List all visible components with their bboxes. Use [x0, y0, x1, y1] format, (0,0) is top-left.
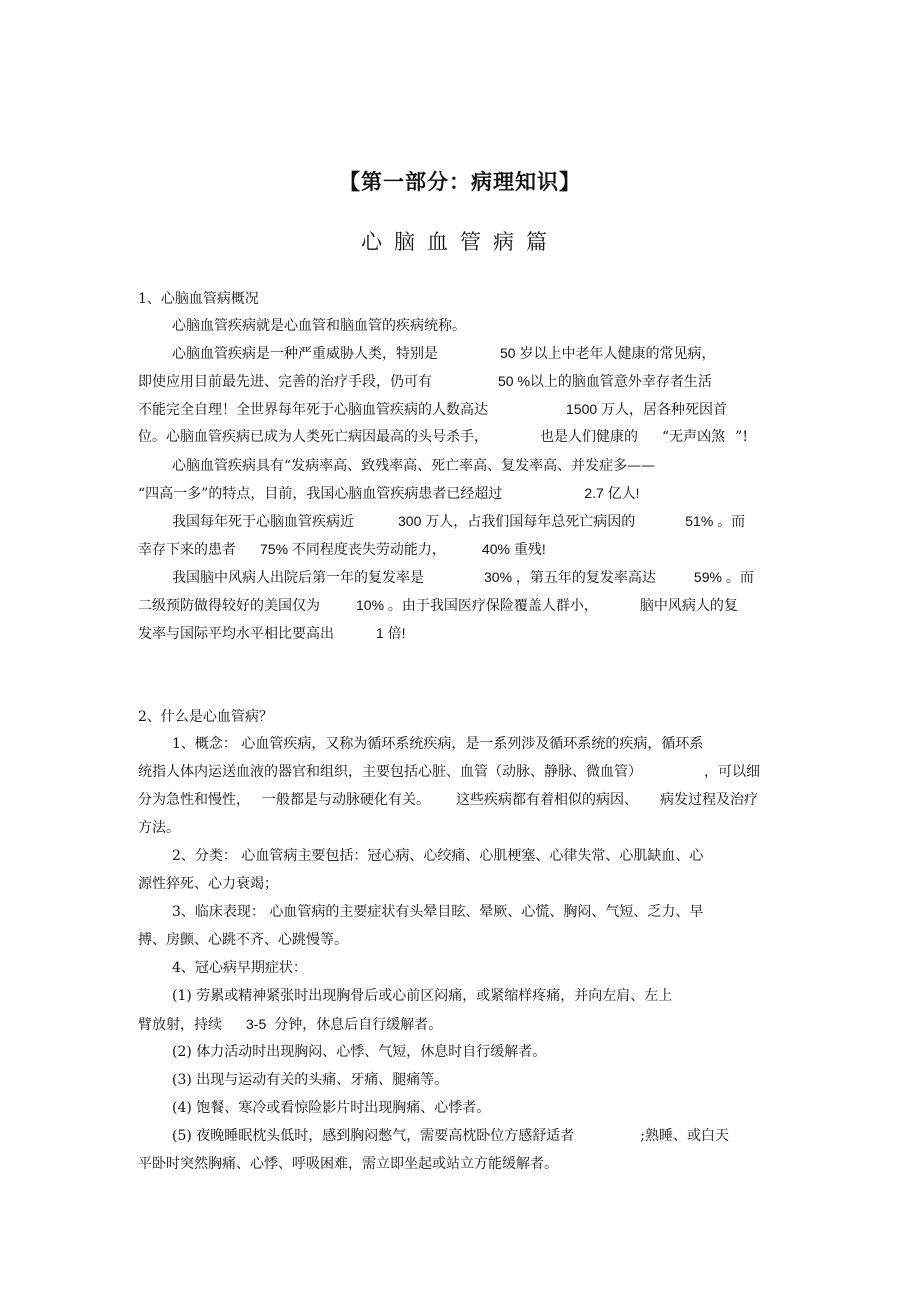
- text-run: 发率与国际平均水平相比要高出: [138, 626, 334, 642]
- text-run: ，可以细: [704, 764, 760, 780]
- section-1-p2-line-2: [138, 370, 712, 392]
- section-1-heading: 1、心脑血管病概况: [138, 291, 259, 307]
- text-run: 1500 万人，居各种死因首: [566, 401, 728, 417]
- symptom-1-line-1: (1) 劳累或精神紧张时出现胸骨后或心前区闷痛，或紧缩样疼痛，并向左肩、左上: [172, 988, 673, 1004]
- symptom-2: (2) 体力活动时出现胸闷、心悸、气短，休息时自行缓解者。: [172, 1044, 547, 1060]
- symptom-5-line-2: 平卧时突然胸痛、心悸、呼吸困难，需立即坐起或站立方能缓解者。: [138, 1156, 558, 1172]
- section-1-p2-line-1: [172, 342, 715, 364]
- text-run: 这些疾病都有着相似的病因、: [456, 792, 638, 808]
- section-1-p4-line-2: [138, 538, 546, 560]
- section-1-p3-line-2: [138, 482, 640, 504]
- early-symptoms-heading: 4、冠心病早期症状：: [172, 960, 307, 976]
- text-run: “无声凶煞: [662, 429, 726, 445]
- text-run: 59% 。而: [693, 569, 754, 585]
- concept-line-3: [138, 789, 758, 811]
- text-run: 位。心脑血管疾病已成为人类死亡病因最高的头号杀手，: [138, 429, 488, 445]
- classification-line-2: 源性猝死、心力衰竭；: [138, 876, 278, 892]
- text-run: 病发过程及治疗: [660, 792, 758, 808]
- section-1-p5-line-3: [138, 622, 406, 644]
- symptom-5-line-1: [172, 1125, 729, 1147]
- text-run: 分为急性和慢性，: [138, 792, 250, 808]
- section-1-paragraph-1: 心脑血管疾病就是心血管和脑血管的疾病统称。: [172, 318, 466, 334]
- page-subtitle: 心脑血管病篇: [361, 230, 559, 254]
- text-run: 二级预防做得较好的美国仅为: [138, 598, 320, 614]
- text-run: 10% 。由于我国医疗保险覆盖人群小，: [356, 597, 598, 613]
- text-run: 脑中风病人的复: [639, 598, 738, 614]
- section-1-p2-line-3: [138, 398, 727, 420]
- text-run: 即使应用目前最先进、完善的治疗手段，仍可有: [138, 374, 432, 390]
- text-run: 统指人体内运送血液的器官和组织，主要包括心脏、血管（动脉、静脉、微血管）: [138, 764, 642, 780]
- classification-line-1: 2、分类： 心血管病主要包括：冠心病、心绞痛、心肌梗塞、心律失常、心肌缺血、心: [172, 848, 704, 864]
- symptom-4: (4) 饱餐、寒冷或看惊险影片时出现胸痛、心悸者。: [172, 1100, 491, 1116]
- text-run: ”!: [735, 429, 748, 445]
- text-run: 3-5: [246, 1016, 267, 1032]
- concept-line-2: [138, 761, 760, 783]
- symptom-3: (3) 出现与运动有关的头痛、牙痛、腿痛等。: [172, 1072, 449, 1088]
- text-run: 我国脑中风病人出院后第一年的复发率是: [172, 570, 424, 586]
- text-run: 不能完全自理！全世界每年死于心脑血管疾病的人数高达: [138, 402, 488, 418]
- section-1-p3-line-1: 心脑血管疾病具有“发病率高、致残率高、死亡率高、复发率高、并发症多——: [172, 458, 656, 474]
- clinical-line-1: 3、临床表现： 心血管病的主要症状有头晕目眩、晕厥、心慌、胸闷、气短、乏力、早: [172, 904, 704, 920]
- concept-line-1: 1、概念： 心血管疾病，又称为循环系统疾病，是一系列涉及循环系统的疾病，循环系: [172, 736, 704, 752]
- text-run: 50 %以上的脑血管意外幸存者生活: [498, 373, 712, 389]
- symptom-1-line-2: [138, 1013, 442, 1035]
- section-1-p5-line-1: [172, 566, 754, 588]
- text-run: 也是人们健康的: [540, 429, 638, 445]
- text-run: 臂放射，持续: [138, 1017, 222, 1033]
- text-run: (5) 夜晚睡眠枕头低时，感到胸闷憋气，需要高枕卧位方感舒适者: [172, 1128, 575, 1144]
- text-run: ;熟睡、或白天: [640, 1128, 729, 1144]
- text-run: 30% ，第五年的复发率高达: [484, 569, 656, 585]
- text-run: 51% 。而: [685, 513, 746, 529]
- clinical-line-2: 搏、房颤、心跳不齐、心跳慢等。: [138, 932, 348, 948]
- page-title: 【第一部分：病理知识】: [339, 170, 581, 194]
- text-run: 我国每年死于心脑血管疾病近: [172, 514, 354, 530]
- text-run: 一般都是与动脉硬化有关。: [262, 792, 430, 808]
- text-run: 幸存下来的患者: [138, 542, 236, 558]
- text-run: “四高一多”的特点，目前，我国心脑血管疾病患者已经超过: [138, 486, 503, 502]
- text-run: 1 倍!: [376, 625, 406, 641]
- text-run: 50 岁以上中老年人健康的常见病，: [500, 345, 716, 361]
- text-run: 2.7 亿人!: [584, 485, 640, 501]
- section-1-p5-line-2: [138, 594, 738, 616]
- text-run: 分钟，休息后自行缓解者。: [274, 1017, 443, 1033]
- text-run: 心脑血管疾病是一种严重威胁人类，特别是: [172, 346, 438, 362]
- section-1-p2-line-4: [138, 426, 748, 448]
- concept-line-4: 方法。: [138, 820, 180, 836]
- section-2-heading: 2、什么是心血管病？: [138, 709, 273, 725]
- section-1-p4-line-1: [172, 510, 745, 532]
- text-run: 300 万人，占我们国每年总死亡病因的: [398, 513, 636, 529]
- text-run: 40% 重残!: [481, 541, 546, 557]
- text-run: 75% 不同程度丧失劳动能力，: [260, 541, 446, 557]
